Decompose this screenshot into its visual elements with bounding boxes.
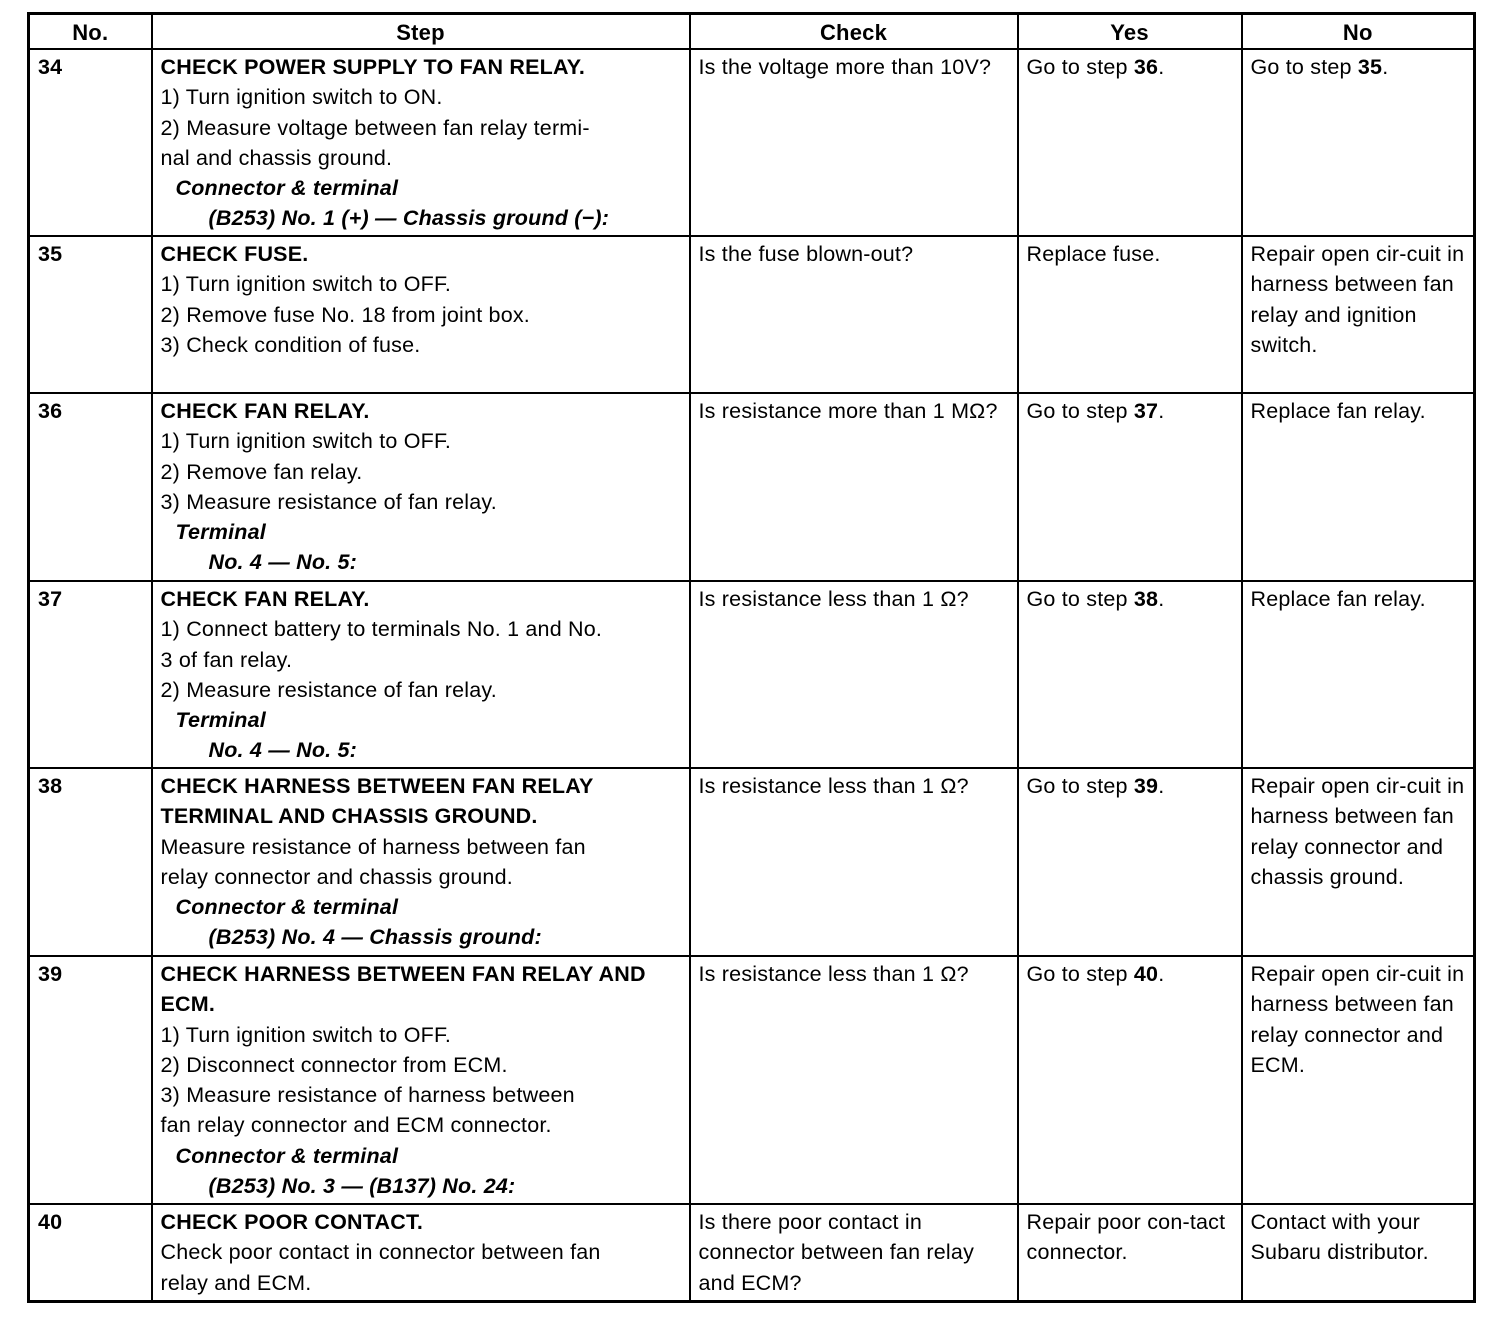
step-cell	[152, 581, 690, 768]
step-line: 1) Turn ignition switch to ON.	[160, 85, 443, 110]
header-no-col: No	[1242, 14, 1475, 50]
check-cell: Is resistance more than 1 MΩ?	[690, 393, 1018, 581]
step-cell	[152, 393, 690, 581]
yes-cell	[1018, 956, 1242, 1204]
step-line: Check poor contact in connector between fan	[160, 1240, 601, 1265]
spec-label: Connector & terminal	[175, 1143, 399, 1168]
yes-prefix: Go to step	[1026, 399, 1134, 423]
step-line: 1) Connect battery to terminals No. 1 and No.	[160, 617, 603, 642]
header-yes: Yes	[1018, 14, 1242, 50]
step-cell	[152, 956, 690, 1204]
yes-step-ref: 38	[1133, 587, 1159, 611]
step-line: 1) Turn ignition switch to OFF.	[160, 1022, 452, 1047]
step-line: 2) Measure resistance of fan relay.	[160, 677, 497, 702]
step-line: 2) Remove fuse No. 18 from joint box.	[160, 302, 530, 327]
table-row	[29, 49, 1475, 236]
step-line: 2) Measure voltage between fan relay termi-	[160, 115, 590, 140]
step-number: 34	[29, 49, 152, 236]
table-row	[29, 956, 1475, 1204]
diagnostic-table	[27, 12, 1476, 1303]
step-number: 39	[29, 956, 152, 1204]
spec-label: Connector & terminal	[175, 176, 399, 201]
yes-suffix: .	[1158, 55, 1165, 79]
no-cell: Replace fan relay.	[1242, 393, 1475, 581]
step-line: Measure resistance of harness between fan	[160, 834, 586, 859]
step-title: CHECK HARNESS BETWEEN FAN RELAY TERMINAL AND CHASSIS GROUND.	[160, 774, 594, 829]
step-line: 2) Remove fan relay.	[160, 459, 363, 484]
step-line: 1) Turn ignition switch to OFF.	[160, 272, 452, 297]
step-line: 2) Disconnect connector from ECM.	[160, 1052, 508, 1077]
check-cell: Is resistance less than 1 Ω?	[690, 581, 1018, 768]
header-row	[29, 14, 1475, 50]
no-prefix: Go to step	[1250, 55, 1358, 79]
check-cell: Is resistance less than 1 Ω?	[690, 956, 1018, 1204]
header-step: Step	[152, 14, 690, 50]
spec-label: Connector & terminal	[175, 895, 399, 920]
step-number: 38	[29, 768, 152, 956]
step-line: fan relay connector and ECM connector.	[160, 1113, 552, 1138]
no-cell: Repair open cir-cuit in harness between fan relay and ignition switch.	[1242, 236, 1475, 393]
step-number: 40	[29, 1204, 152, 1301]
table-body	[29, 49, 1475, 1301]
step-cell	[152, 236, 690, 393]
yes-prefix: Go to step	[1026, 587, 1134, 611]
yes-step-ref: 36	[1133, 55, 1159, 79]
step-line: nal and chassis ground.	[160, 145, 393, 170]
yes-suffix: .	[1158, 399, 1165, 423]
step-title: CHECK POOR CONTACT.	[160, 1210, 424, 1234]
table-row	[29, 768, 1475, 956]
spec-value: (B253) No. 1 (+) — Chassis ground (−):	[208, 206, 610, 231]
check-cell: Is the fuse blown-out?	[690, 236, 1018, 393]
no-cell	[1242, 49, 1475, 236]
header-check: Check	[690, 14, 1018, 50]
step-cell	[152, 768, 690, 956]
no-suffix: .	[1382, 55, 1389, 79]
step-line: 3) Measure resistance of fan relay.	[160, 489, 497, 514]
yes-suffix: .	[1158, 587, 1165, 611]
yes-cell: Replace fuse.	[1018, 236, 1242, 393]
step-title: CHECK FAN RELAY.	[160, 587, 370, 611]
step-line: 3) Measure resistance of harness between	[160, 1083, 575, 1108]
step-line: 3) Check condition of fuse.	[160, 332, 421, 357]
yes-suffix: .	[1158, 962, 1165, 986]
yes-prefix: Go to step	[1026, 774, 1134, 798]
yes-step-ref: 39	[1133, 774, 1159, 798]
step-number: 37	[29, 581, 152, 768]
yes-prefix: Go to step	[1026, 962, 1134, 986]
yes-step-ref: 40	[1133, 962, 1159, 986]
check-cell: Is the voltage more than 10V?	[690, 49, 1018, 236]
step-line: 3 of fan relay.	[160, 647, 293, 672]
table-row	[29, 1204, 1475, 1301]
spec-value: No. 4 — No. 5:	[208, 550, 358, 575]
yes-cell	[1018, 768, 1242, 956]
table-row	[29, 393, 1475, 581]
no-step-ref: 35	[1357, 55, 1383, 79]
table-row	[29, 236, 1475, 393]
check-cell: Is there poor contact in connector between fan relay and ECM?	[690, 1204, 1018, 1301]
step-cell	[152, 1204, 690, 1301]
no-cell: Contact with your Subaru distributor.	[1242, 1204, 1475, 1301]
step-number: 35	[29, 236, 152, 393]
step-title: CHECK FAN RELAY.	[160, 399, 370, 423]
step-line: 1) Turn ignition switch to OFF.	[160, 429, 452, 454]
no-cell: Replace fan relay.	[1242, 581, 1475, 768]
spec-value: No. 4 — No. 5:	[208, 738, 358, 763]
step-title: CHECK FUSE.	[160, 242, 309, 266]
step-cell	[152, 49, 690, 236]
yes-cell: Repair poor con-tact connector.	[1018, 1204, 1242, 1301]
step-line: relay and ECM.	[160, 1270, 312, 1295]
step-title: CHECK HARNESS BETWEEN FAN RELAY AND ECM.	[160, 962, 646, 1017]
step-title: CHECK POWER SUPPLY TO FAN RELAY.	[160, 55, 586, 79]
table-row	[29, 581, 1475, 768]
header-no: No.	[29, 14, 152, 50]
no-cell: Repair open cir-cuit in harness between fan relay connector and ECM.	[1242, 956, 1475, 1204]
yes-suffix: .	[1158, 774, 1165, 798]
spec-label: Terminal	[175, 520, 266, 545]
step-number: 36	[29, 393, 152, 581]
yes-cell	[1018, 393, 1242, 581]
spec-value: (B253) No. 4 — Chassis ground:	[208, 925, 542, 950]
spec-value: (B253) No. 3 — (B137) No. 24:	[208, 1174, 516, 1199]
spec-label: Terminal	[175, 708, 266, 733]
no-cell: Repair open cir-cuit in harness between fan relay connector and chassis ground.	[1242, 768, 1475, 956]
table-header	[29, 14, 1475, 50]
yes-step-ref: 37	[1133, 399, 1159, 423]
check-cell: Is resistance less than 1 Ω?	[690, 768, 1018, 956]
yes-cell	[1018, 49, 1242, 236]
step-line: relay connector and chassis ground.	[160, 864, 513, 889]
yes-cell	[1018, 581, 1242, 768]
yes-prefix: Go to step	[1026, 55, 1134, 79]
